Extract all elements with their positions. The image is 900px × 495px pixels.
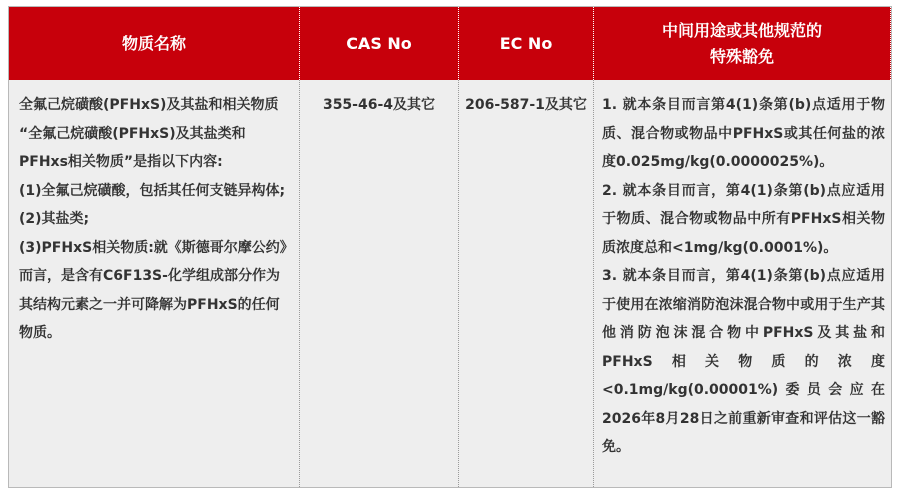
header-cas-no: CAS No (300, 7, 459, 80)
cell-ec-no: 206-587-1及其它 (459, 80, 594, 487)
header-exemption (594, 7, 891, 80)
substance-item-2: (2)其盐类; (19, 211, 90, 227)
substance-definition: “全氟己烷磺酸(PFHxS)及其盐类和PFHxs相关物质”是指以下内容: (19, 125, 246, 170)
substance-item-1: (1)全氟己烷磺酸，包括其任何支链异构体; (19, 182, 286, 199)
exemption-item-1: 1. 就本条目而言第4(1)条第(b)点适用于物质、混合物或物品中PFHxS或其任何盐的浓度0.025mg/kg(0.0000025%)。 (602, 97, 885, 170)
exemption-item-2: 2. 就本条目而言，第4(1)条第(b)点应适用于物质、混合物或物品中所有PFHxS相关物质浓度总和<1mg/kg(0.0001%)。 (602, 182, 885, 256)
header-ec-no: EC No (459, 7, 594, 80)
cell-exemption (594, 80, 891, 487)
cell-substance-name (9, 80, 300, 487)
substance-title: 全氟己烷磺酸(PFHxS)及其盐和相关物质 (19, 97, 279, 113)
header-substance-name: 物质名称 (9, 7, 300, 80)
header-exemption-line2: 特殊豁免 (709, 46, 774, 66)
cell-cas-no: 355-46-4及其它 (300, 80, 459, 487)
substance-item-3: (3)PFHxS相关物质:就《斯德哥尔摩公约》而言，是含有C6F13S-化学组成部分作为其结构元素之一并可降解为PFHxS的任何物质。 (19, 239, 287, 341)
exemption-item-3: 3. 就本条目而言，第4(1)条第(b)点应适用于使用在浓缩消防泡沫混合物中或用于生产其他消防泡沫混合物中PFHxS及其盐和PFHxS相关物质的浓度<0.1mg/kg(0.00001%)委员会应在2026年8月28日之前重新审查和评估这一豁免。 (602, 268, 885, 455)
substance-restriction-table (8, 6, 892, 488)
header-exemption-line1: 中间用途或其他规范的 (661, 20, 822, 40)
